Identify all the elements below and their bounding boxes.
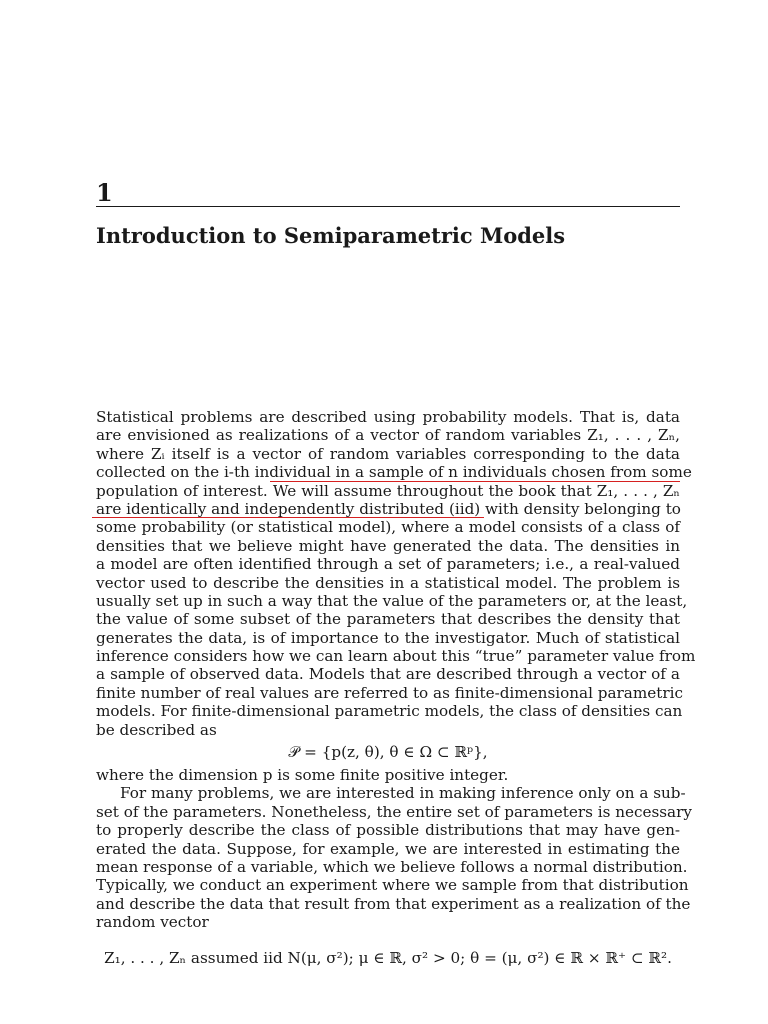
text-line-highlighted <box>96 500 680 518</box>
text-line: finite number of real values are referred to as finite-dimensional parametric <box>96 683 683 702</box>
text-span: with density belonging to <box>480 499 681 518</box>
chapter-rule <box>96 206 680 207</box>
text-line: For many problems, we are interested in making inference only on a sub- <box>120 784 686 803</box>
chapter-number: 1 <box>96 178 113 207</box>
text-line: densities that we believe might have generated the data. The densities in <box>96 536 680 555</box>
red-underline-annotation <box>270 481 680 482</box>
text-line: are envisioned as realizations of a vector of random variables Z₁, . . . , Zₙ, <box>96 426 680 445</box>
text-line-highlighted <box>96 482 680 500</box>
text-line: to properly describe the class of possible distributions that may have gen- <box>96 821 680 840</box>
text-line: generates the data, is of importance to the investigator. Much of statistical <box>96 628 680 647</box>
text-line: inference considers how we can learn about this “true” parameter value from <box>96 647 696 666</box>
equation-model-class: 𝒫 = {p(z, θ), θ ∈ Ω ⊂ ℝᵖ}, <box>288 743 488 762</box>
text-line: be described as <box>96 720 217 739</box>
red-underline-annotation <box>92 517 484 518</box>
text-line: erated the data. Suppose, for example, we are interested in estimating the <box>96 839 680 858</box>
text-line: and describe the data that result from that experiment as a realization of the <box>96 894 691 913</box>
paragraph-1 <box>96 408 696 739</box>
text-line: some probability (or statistical model), where a model consists of a class of <box>96 518 680 537</box>
text-line: collected on the i-th individual in a sample of n individuals chosen from some <box>96 463 692 482</box>
paragraph-2 <box>96 784 692 932</box>
text-line: set of the parameters. Nonetheless, the entire set of parameters is necessary <box>96 802 692 821</box>
chapter-title: Introduction to Semiparametric Models <box>96 223 566 248</box>
text-line: mean response of a variable, which we believe follows a normal distribution. <box>96 857 688 876</box>
highlighted-text: We will assume throughout the book that Z₁, . . . , Zₙ <box>272 481 681 500</box>
text-line: models. For finite-dimensional parametric models, the class of densities can <box>96 702 683 721</box>
text-line: random vector <box>96 913 209 932</box>
text-line: a model are often identified through a set of parameters; i.e., a real-valued <box>96 555 680 574</box>
text-line: a sample of observed data. Models that are described through a vector of a <box>96 665 680 684</box>
body-text <box>96 408 696 978</box>
text-line: the value of some subset of the parameters that describes the density that <box>96 610 680 629</box>
highlighted-text: are identically and independently distributed (iid) <box>96 499 481 518</box>
text-line: where Zᵢ itself is a vector of random variables corresponding to the data <box>96 444 680 463</box>
text-line: where the dimension p is some finite positive integer. <box>96 766 509 785</box>
text-span: population of interest. <box>96 481 273 500</box>
equation-normal-model: Z₁, . . . , Zₙ assumed iid N(μ, σ²); μ ∈ ℝ, σ² > 0; θ = (μ, σ²) ∈ ℝ × ℝ⁺ ⊂ ℝ². <box>104 948 672 967</box>
text-line: Typically, we conduct an experiment where we sample from that distribution <box>96 876 689 895</box>
text-line: usually set up in such a way that the value of the parameters or, at the least, <box>96 591 688 610</box>
text-line: vector used to describe the densities in a statistical model. The problem is <box>96 573 680 592</box>
text-line: Statistical problems are described using probability models. That is, data <box>96 408 680 426</box>
